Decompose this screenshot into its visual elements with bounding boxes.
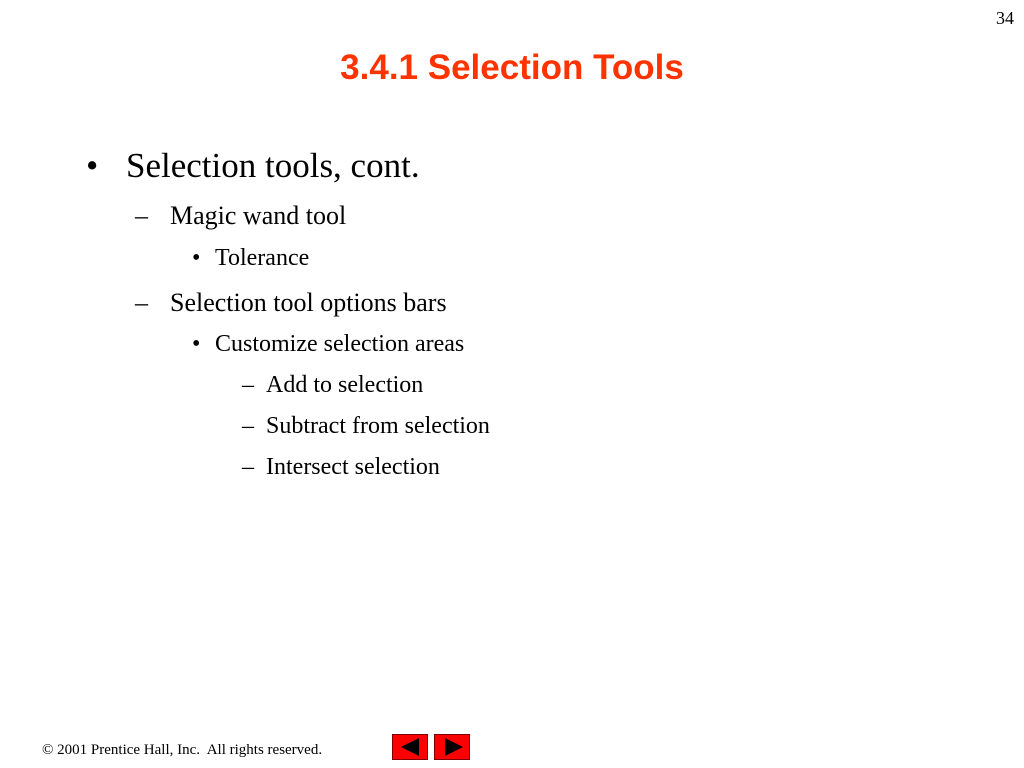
page-number: 34 <box>996 8 1014 28</box>
outline-item-text: Selection tools, cont. <box>126 146 420 185</box>
bullet-marker: • <box>192 245 201 271</box>
dash-marker: – <box>135 201 148 230</box>
bullet-marker: • <box>86 146 99 185</box>
outline-item <box>86 146 420 186</box>
slide-title: 3.4.1 Selection Tools <box>340 48 684 87</box>
copyright-symbol: © <box>42 742 54 758</box>
bullet-marker: • <box>192 331 201 357</box>
right-arrow-icon <box>445 738 463 756</box>
outline-item <box>135 288 447 318</box>
outline-item-text: Magic wand tool <box>170 201 347 230</box>
outline-item-text: Add to selection <box>266 372 424 398</box>
outline-item <box>135 201 346 231</box>
outline-item-text: Selection tool options bars <box>170 288 447 317</box>
outline-item-text: Subtract from selection <box>266 413 490 439</box>
dash-marker: – <box>135 288 148 317</box>
next-slide-button[interactable] <box>434 734 470 760</box>
dash-marker: – <box>242 372 254 398</box>
left-arrow-icon <box>401 738 419 756</box>
outline-item-text: Tolerance <box>215 245 310 271</box>
outline-item-text: Customize selection areas <box>215 331 465 357</box>
copyright-text: 2001 Prentice Hall, Inc. All rights reserved. <box>53 742 323 758</box>
previous-slide-button[interactable] <box>392 734 428 760</box>
outline-item <box>192 245 309 272</box>
dash-marker: – <box>242 413 254 439</box>
outline-item <box>242 413 490 440</box>
dash-marker: – <box>242 454 254 480</box>
outline-item-text: Intersect selection <box>266 454 440 480</box>
outline-item <box>192 331 464 358</box>
outline-item <box>242 454 440 481</box>
outline-item <box>242 372 423 399</box>
copyright-footer <box>42 742 322 759</box>
